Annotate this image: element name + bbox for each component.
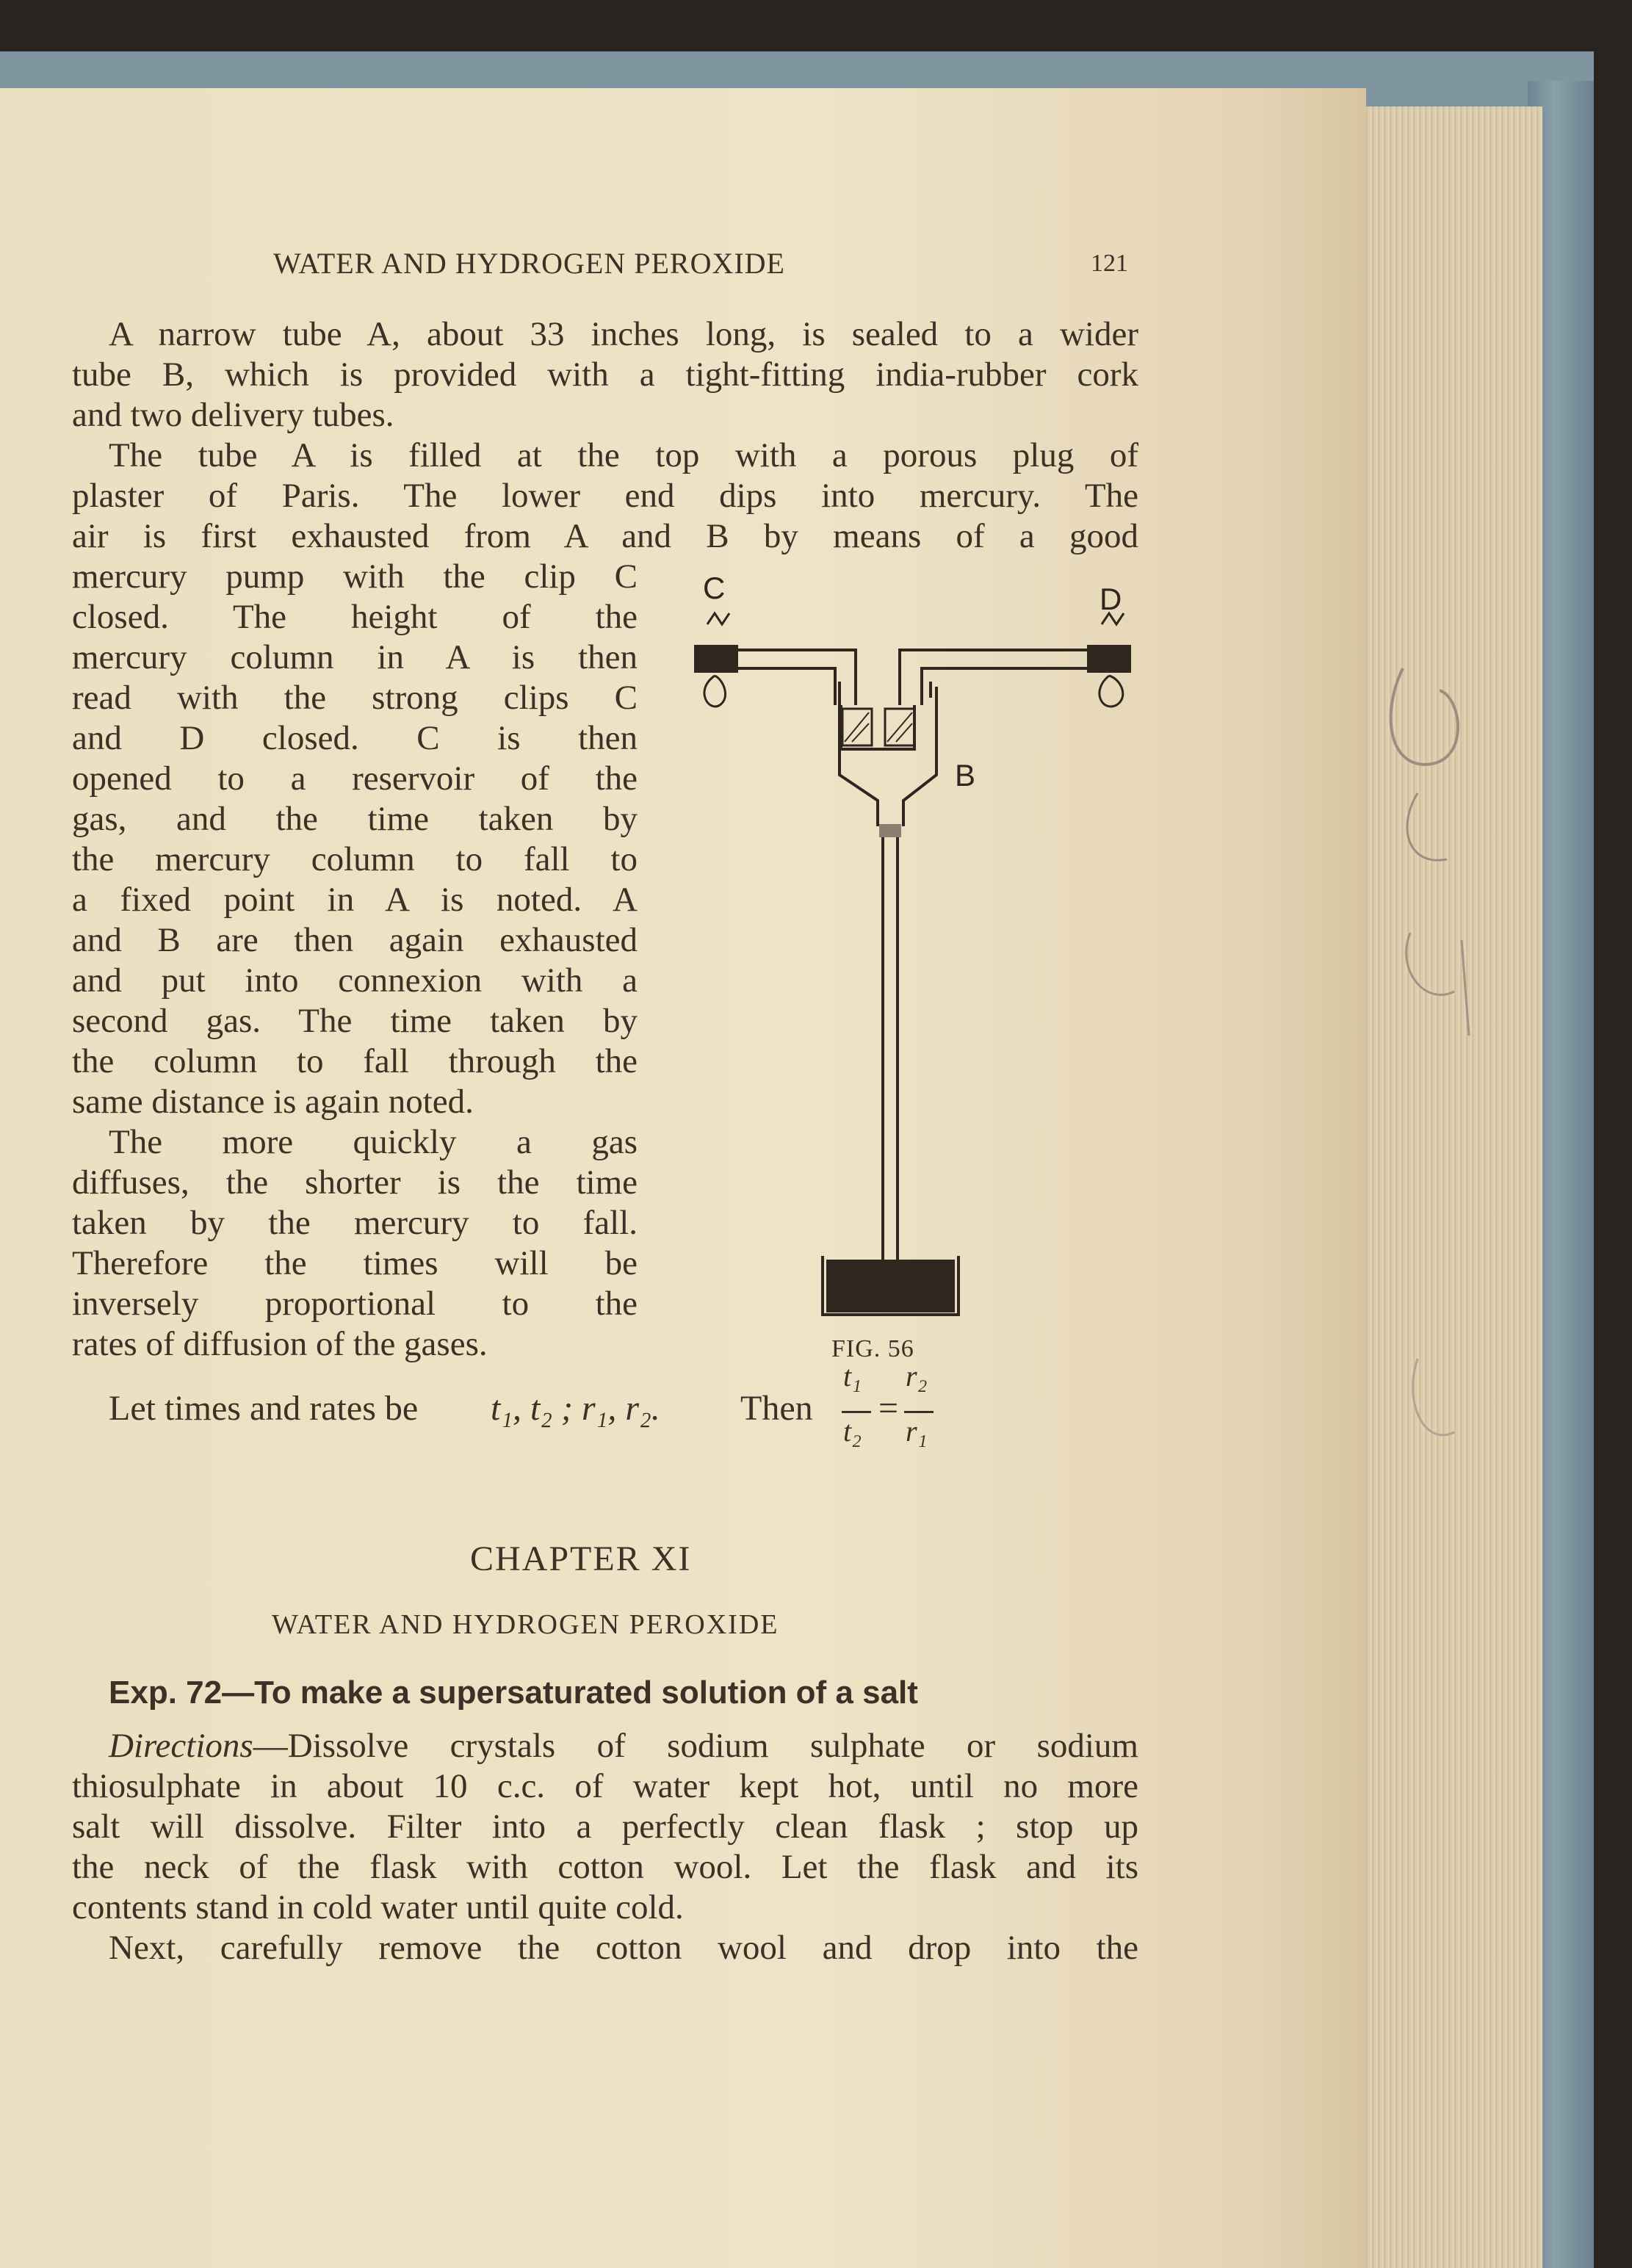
text-line: mercury column in A is then [72, 638, 638, 676]
text-line: same distance is again noted. [72, 1083, 474, 1121]
page-number: 121 [1091, 250, 1128, 277]
text-line: closed. The height of the [72, 598, 638, 636]
text-line: rates of diffusion of the gases. [72, 1325, 488, 1363]
mercury [826, 1260, 955, 1312]
text-line: opened to a reservoir of the [72, 759, 638, 798]
text-line: gas, and the time taken by [72, 800, 638, 838]
fraction-bar [842, 1411, 871, 1413]
fraction-bar [904, 1411, 934, 1413]
diffusion-apparatus-figure [679, 558, 1194, 1329]
cork [841, 705, 914, 749]
equation-line [109, 1359, 1064, 1465]
equals-sign: = [878, 1389, 899, 1428]
fraction-rhs-denominator: r₁ [906, 1415, 928, 1448]
text-line: the neck of the flask with cotton wool. Let the flask and its [72, 1848, 1138, 1886]
directions-text: —Dissolve crystals of sodium sulphate or sodium [253, 1727, 1138, 1765]
label-c: C [703, 571, 726, 605]
text-line: air is first exhausted from A and B by means of a good [72, 517, 1138, 555]
text-line: mercury pump with the clip C [72, 557, 638, 596]
clip-c [694, 645, 738, 673]
experiment-heading: Exp. 72—To make a supersaturated solution of a salt [109, 1675, 918, 1711]
fraction-lhs-numerator: t₁ [843, 1359, 862, 1393]
text-line: The tube A is filled at the top with a porous plug of [109, 436, 1138, 474]
text-line: read with the strong clips C [72, 679, 638, 717]
text-line: Next, carefully remove the cotton wool and drop into the [109, 1929, 1138, 1967]
text-line: the mercury column to fall to [72, 840, 638, 878]
plaster-plug [879, 824, 901, 837]
equation-vars: t₁, t₂ ; r₁, r₂. [491, 1389, 660, 1428]
fraction-rhs-numerator: r₂ [906, 1359, 928, 1393]
tube-a [883, 837, 898, 1278]
text-line: and D closed. C is then [72, 719, 638, 757]
text-line: The more quickly a gas [109, 1123, 638, 1161]
chapter-subtitle: WATER AND HYDROGEN PEROXIDE [272, 1609, 779, 1640]
label-b: B [955, 758, 976, 792]
equation-lead: Let times and rates be [109, 1389, 419, 1428]
fraction-lhs-denominator: t₂ [843, 1415, 862, 1448]
equation-then: Then [740, 1389, 813, 1428]
text-line: taken by the mercury to fall. [72, 1204, 638, 1242]
directions-label: Directions [109, 1727, 253, 1765]
figure-caption: FIG. 56 [831, 1335, 914, 1362]
text-line: A narrow tube A, about 33 inches long, is sealed to a wider [109, 315, 1138, 353]
pencil-scribble-mark [1373, 624, 1520, 1726]
clip-d [1087, 645, 1131, 673]
text-line: thiosulphate in about 10 c.c. of water kept hot, until no more [72, 1767, 1138, 1805]
text-line: Therefore the times will be [72, 1244, 638, 1282]
text-line: salt will dissolve. Filter into a perfectly clean flask ; stop up [72, 1807, 1138, 1846]
text-line: diffuses, the shorter is the time [72, 1163, 638, 1202]
label-d: D [1100, 582, 1122, 616]
text-line: and put into connexion with a [72, 961, 638, 1000]
text-line: inversely proportional to the [72, 1285, 638, 1323]
text-line: and B are then again exhausted [72, 921, 638, 959]
text-line: the column to fall through the [72, 1042, 638, 1080]
text-line: second gas. The time taken by [72, 1002, 638, 1040]
text-line: plaster of Paris. The lower end dips into mercury. The [72, 477, 1138, 515]
running-head: WATER AND HYDROGEN PEROXIDE [273, 247, 785, 280]
chapter-title: CHAPTER XI [470, 1539, 692, 1578]
text-line: a fixed point in A is noted. A [72, 881, 638, 919]
text-line [109, 1726, 1138, 1766]
text-line: and two delivery tubes. [72, 396, 394, 434]
text-line: tube B, which is provided with a tight-fitting india-rubber cork [72, 355, 1138, 394]
text-line: contents stand in cold water until quite cold. [72, 1888, 684, 1926]
